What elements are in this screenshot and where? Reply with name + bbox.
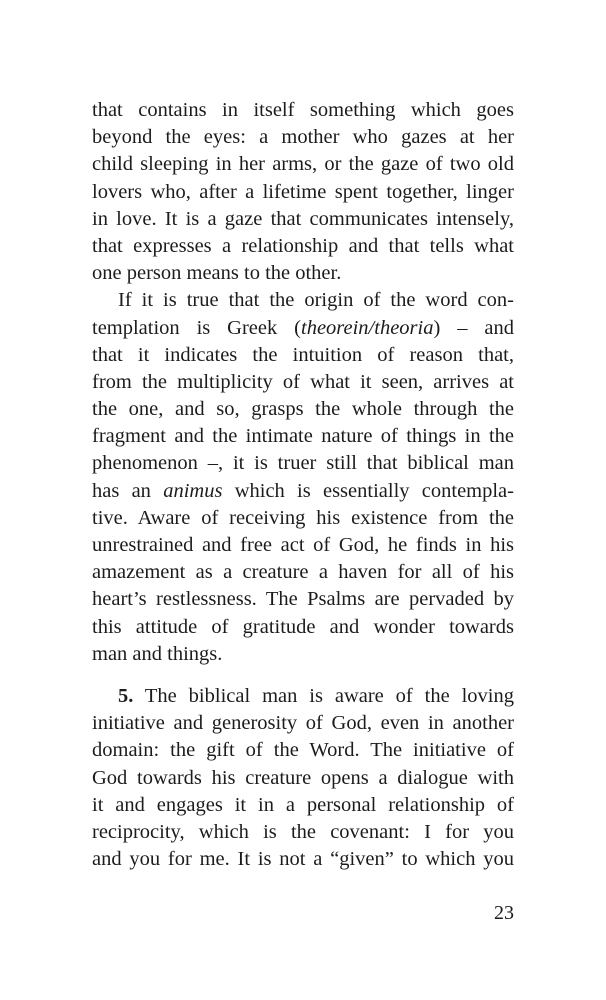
text-line: beyond the eyes: a mother who gazes at her [92,126,514,149]
text-run: has an [92,479,164,502]
text-line: initiative and generosity of God, even in another [92,712,514,735]
text-line: in love. It is a gaze that communicates intensely, [92,207,514,230]
text-line: from the multiplicity of what it seen, arrives at [92,370,514,393]
text-line: man and things. [92,642,223,665]
text-line: the one, and so, grasps the whole through the [92,398,514,421]
page-body [92,97,514,873]
text-line: that expresses a relationship and that tells what [92,234,514,257]
text-line: that contains in itself something which goes [92,99,514,121]
text-line: and you for me. It is not a “given” to which you [92,848,514,871]
italic-term: theorein/theoria [301,316,434,339]
text-line [92,315,514,342]
section-number: 5. [118,684,134,707]
text-line: heart’s restlessness. The Psalms are pervaded by [92,588,514,611]
page-number: 23 [494,902,514,924]
text-line: that it indicates the intuition of reason that, [92,343,514,366]
text-line [92,478,514,505]
text-line: God towards his creature opens a dialogue with [92,766,514,789]
italic-term: animus [163,479,223,502]
text-line [92,683,514,710]
text-line: fragment and the intimate nature of things in the [92,425,514,448]
text-line: unrestrained and free act of God, he finds in his [92,534,514,556]
text-run: The biblical man is aware of the loving [133,684,514,707]
text-line: If it is true that the origin of the word con- [118,289,514,312]
text-line: this attitude of gratitude and wonder towards [92,615,514,638]
text-line: reciprocity, which is the covenant: I for you [92,820,514,843]
text-line: lovers who, after a lifetime spent together, linger [92,180,514,203]
text-line: tive. Aware of receiving his existence from the [92,506,514,529]
text-run: which is essentially contempla- [222,479,514,502]
text-line: phenomenon –, it is truer still that biblical man [92,452,514,475]
text-line: amazement as a creature a haven for all of his [92,561,514,584]
paragraph-2 [92,287,514,668]
text-line: it and engages it in a personal relationship of [92,793,514,816]
text-run: ) – and [433,316,514,339]
section-gap [92,668,514,683]
paragraph-1 [92,97,514,287]
paragraph-3 [92,683,514,873]
text-run: templation is Greek ( [92,316,301,339]
text-line: one person means to the other. [92,262,342,285]
text-line: child sleeping in her arms, or the gaze of two old [92,153,514,176]
text-line: domain: the gift of the Word. The initiative of [92,739,514,762]
